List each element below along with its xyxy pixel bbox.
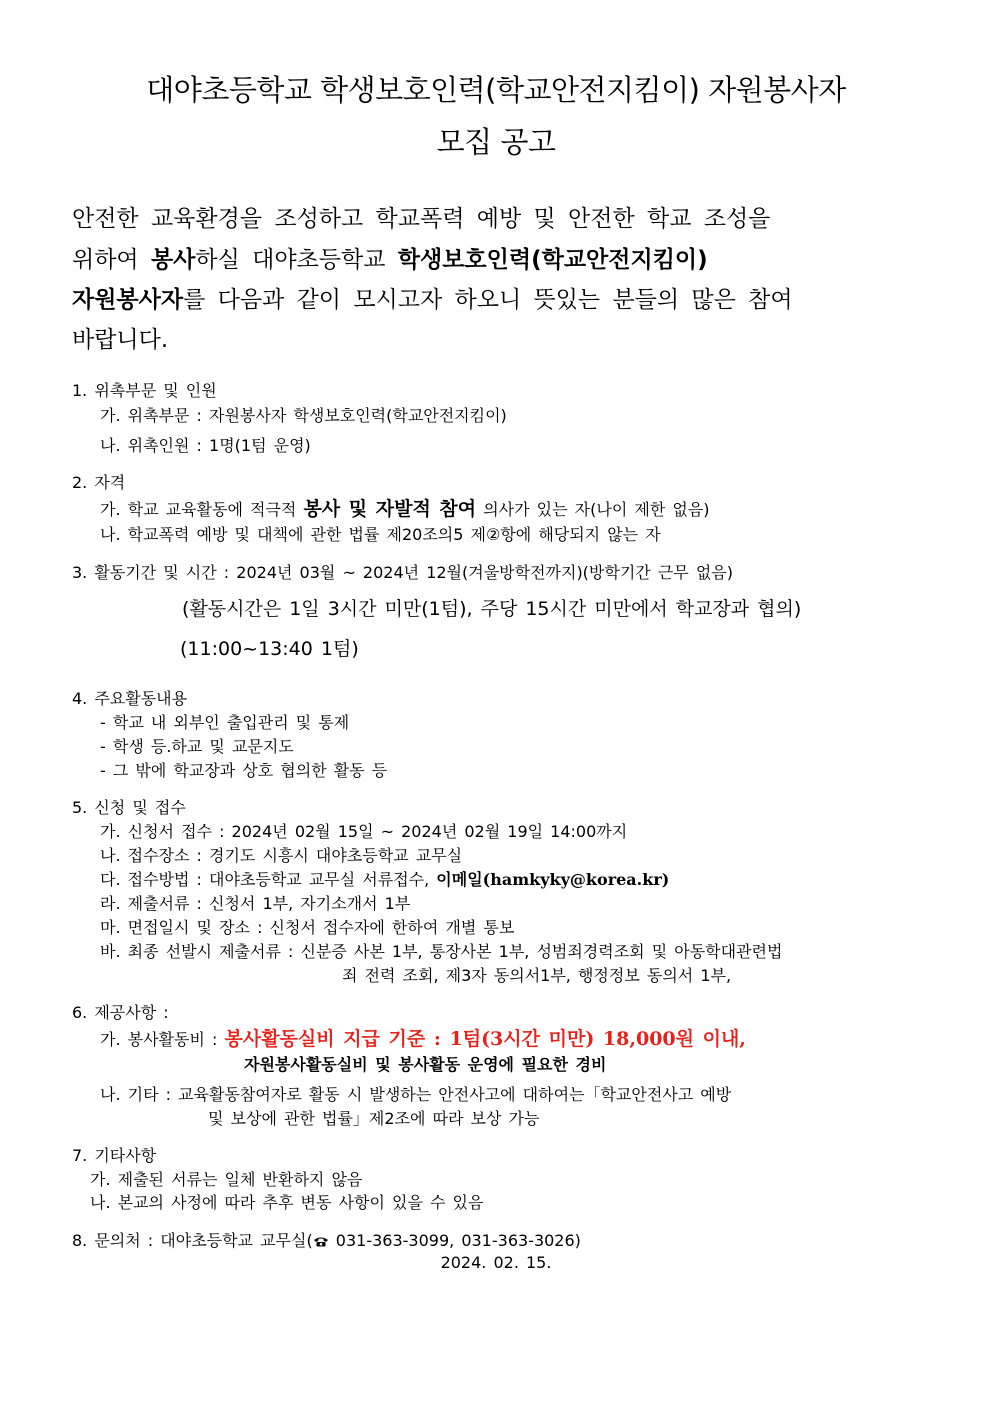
intro-text: 를 다음과 같이 모시고자 하오니 뜻있는 분들의 많은 참여: [183, 287, 793, 313]
intro-text: 하실 대야초등학교: [195, 247, 398, 273]
intro-bold: 봉사: [150, 247, 196, 273]
section-3-heading: 3. 활동기간 및 시간 : 2024년 03월 ~ 2024년 12월(겨울방학전까지)(방학기간 근무 없음): [72, 563, 733, 582]
section-6-item-b: 나. 기타 : 교육활동참여자로 활동 시 발생하는 안전사고에 대하여는「학교안전사고 예방: [100, 1085, 732, 1104]
section-4-item: - 학교 내 외부인 출입관리 및 통제: [100, 713, 350, 732]
section-7-item-a: 가. 제출된 서류는 일체 반환하지 않음: [90, 1170, 363, 1189]
text: 가. 학교 교육활동에 적극적: [100, 500, 304, 519]
section-2-item-a: [100, 494, 710, 521]
section-5-item-f: 바. 최종 선발시 제출서류 : 신분증 사본 1부, 통장사본 1부, 성범죄경력조회 및 아동학대관련법: [100, 942, 783, 961]
intro-line-4: 바랍니다.: [72, 327, 169, 353]
section-6-item-a-cont: 자원봉사활동실비 및 봉사활동 운영에 필요한 경비: [244, 1055, 607, 1074]
section-5-item-f-cont: 죄 전력 조회, 제3자 동의서1부, 행정정보 동의서 1부,: [342, 966, 732, 985]
text: 031-363-3099, 031-363-3026): [328, 1231, 581, 1250]
intro-line-3: [72, 281, 793, 314]
page-subtitle: 모집 공고: [436, 125, 556, 159]
section-5-heading: 5. 신청 및 접수: [72, 798, 186, 817]
section-6-item-a: [100, 1024, 746, 1051]
bold-text: 봉사 및 자발적 참여: [303, 498, 477, 520]
section-7-item-b: 나. 본교의 사정에 따라 추후 변동 사항이 있을 수 있음: [90, 1193, 484, 1212]
section-4-heading: 4. 주요활동내용: [72, 689, 188, 708]
section-1-heading: 1. 위촉부문 및 인원: [72, 381, 217, 400]
section-1-item-b: 나. 위촉인원 : 1명(1텀 운영): [100, 436, 311, 455]
section-1-item-a: 가. 위촉부문 : 자원봉사자 학생보호인력(학교안전지킴이): [100, 406, 507, 425]
phone-icon: [313, 1232, 329, 1243]
section-5-item-e: 마. 면접일시 및 장소 : 신청서 접수자에 한하여 개별 통보: [100, 918, 515, 937]
section-7-heading: 7. 기타사항: [72, 1146, 157, 1165]
email-text: 이메일(hamkyky@korea.kr): [436, 870, 670, 889]
text: 8. 문의처 : 대야초등학교 교무실(: [72, 1231, 313, 1250]
section-6-heading: 6. 제공사항 :: [72, 1003, 169, 1022]
intro-line-2: [72, 241, 708, 274]
section-5-item-c: [100, 867, 669, 890]
section-2-heading: 2. 자격: [72, 473, 126, 492]
section-8-contact: [72, 1228, 581, 1251]
section-2-item-b: 나. 학교폭력 예방 및 대책에 관한 법률 제20조의5 제②항에 해당되지 않는 자: [100, 525, 661, 544]
text: 다. 접수방법 : 대야초등학교 교무실 서류접수,: [100, 870, 437, 889]
section-3-note-1: (활동시간은 1일 3시간 미만(1텀), 주당 15시간 미만에서 학교장과 협의): [182, 598, 802, 620]
intro-bold: 학생보호인력(학교안전지킴이): [397, 247, 708, 273]
page-title: 대야초등학교 학생보호인력(학교안전지킴이) 자원봉사자: [146, 73, 846, 107]
section-4-item: - 그 밖에 학교장과 상호 협의한 활동 등: [100, 761, 388, 780]
notice-date: 2024. 02. 15.: [440, 1253, 552, 1272]
intro-text: 위하여: [72, 247, 151, 273]
section-3-note-2: (11:00~13:40 1텀): [180, 638, 359, 660]
section-5-item-a: 가. 신청서 접수 : 2024년 02월 15일 ~ 2024년 02월 19일 14:00까지: [100, 822, 628, 841]
highlight-text: 봉사활동실비 지급 기준 : 1텀(3시간 미만) 18,000원 이내,: [224, 1028, 746, 1050]
text: 의사가 있는 자(나이 제한 없음): [476, 500, 710, 519]
text: 가. 봉사활동비 :: [100, 1030, 225, 1049]
section-4-item: - 학생 등.하교 및 교문지도: [100, 737, 294, 756]
section-5-item-d: 라. 제출서류 : 신청서 1부, 자기소개서 1부: [100, 894, 411, 913]
section-6-item-b-cont: 및 보상에 관한 법률」제2조에 따라 보상 가능: [208, 1109, 540, 1128]
intro-bold: 자원봉사자: [72, 287, 184, 313]
intro-line-1: 안전한 교육환경을 조성하고 학교폭력 예방 및 안전한 학교 조성을: [72, 206, 771, 232]
section-5-item-b: 나. 접수장소 : 경기도 시흥시 대야초등학교 교무실: [100, 846, 463, 865]
